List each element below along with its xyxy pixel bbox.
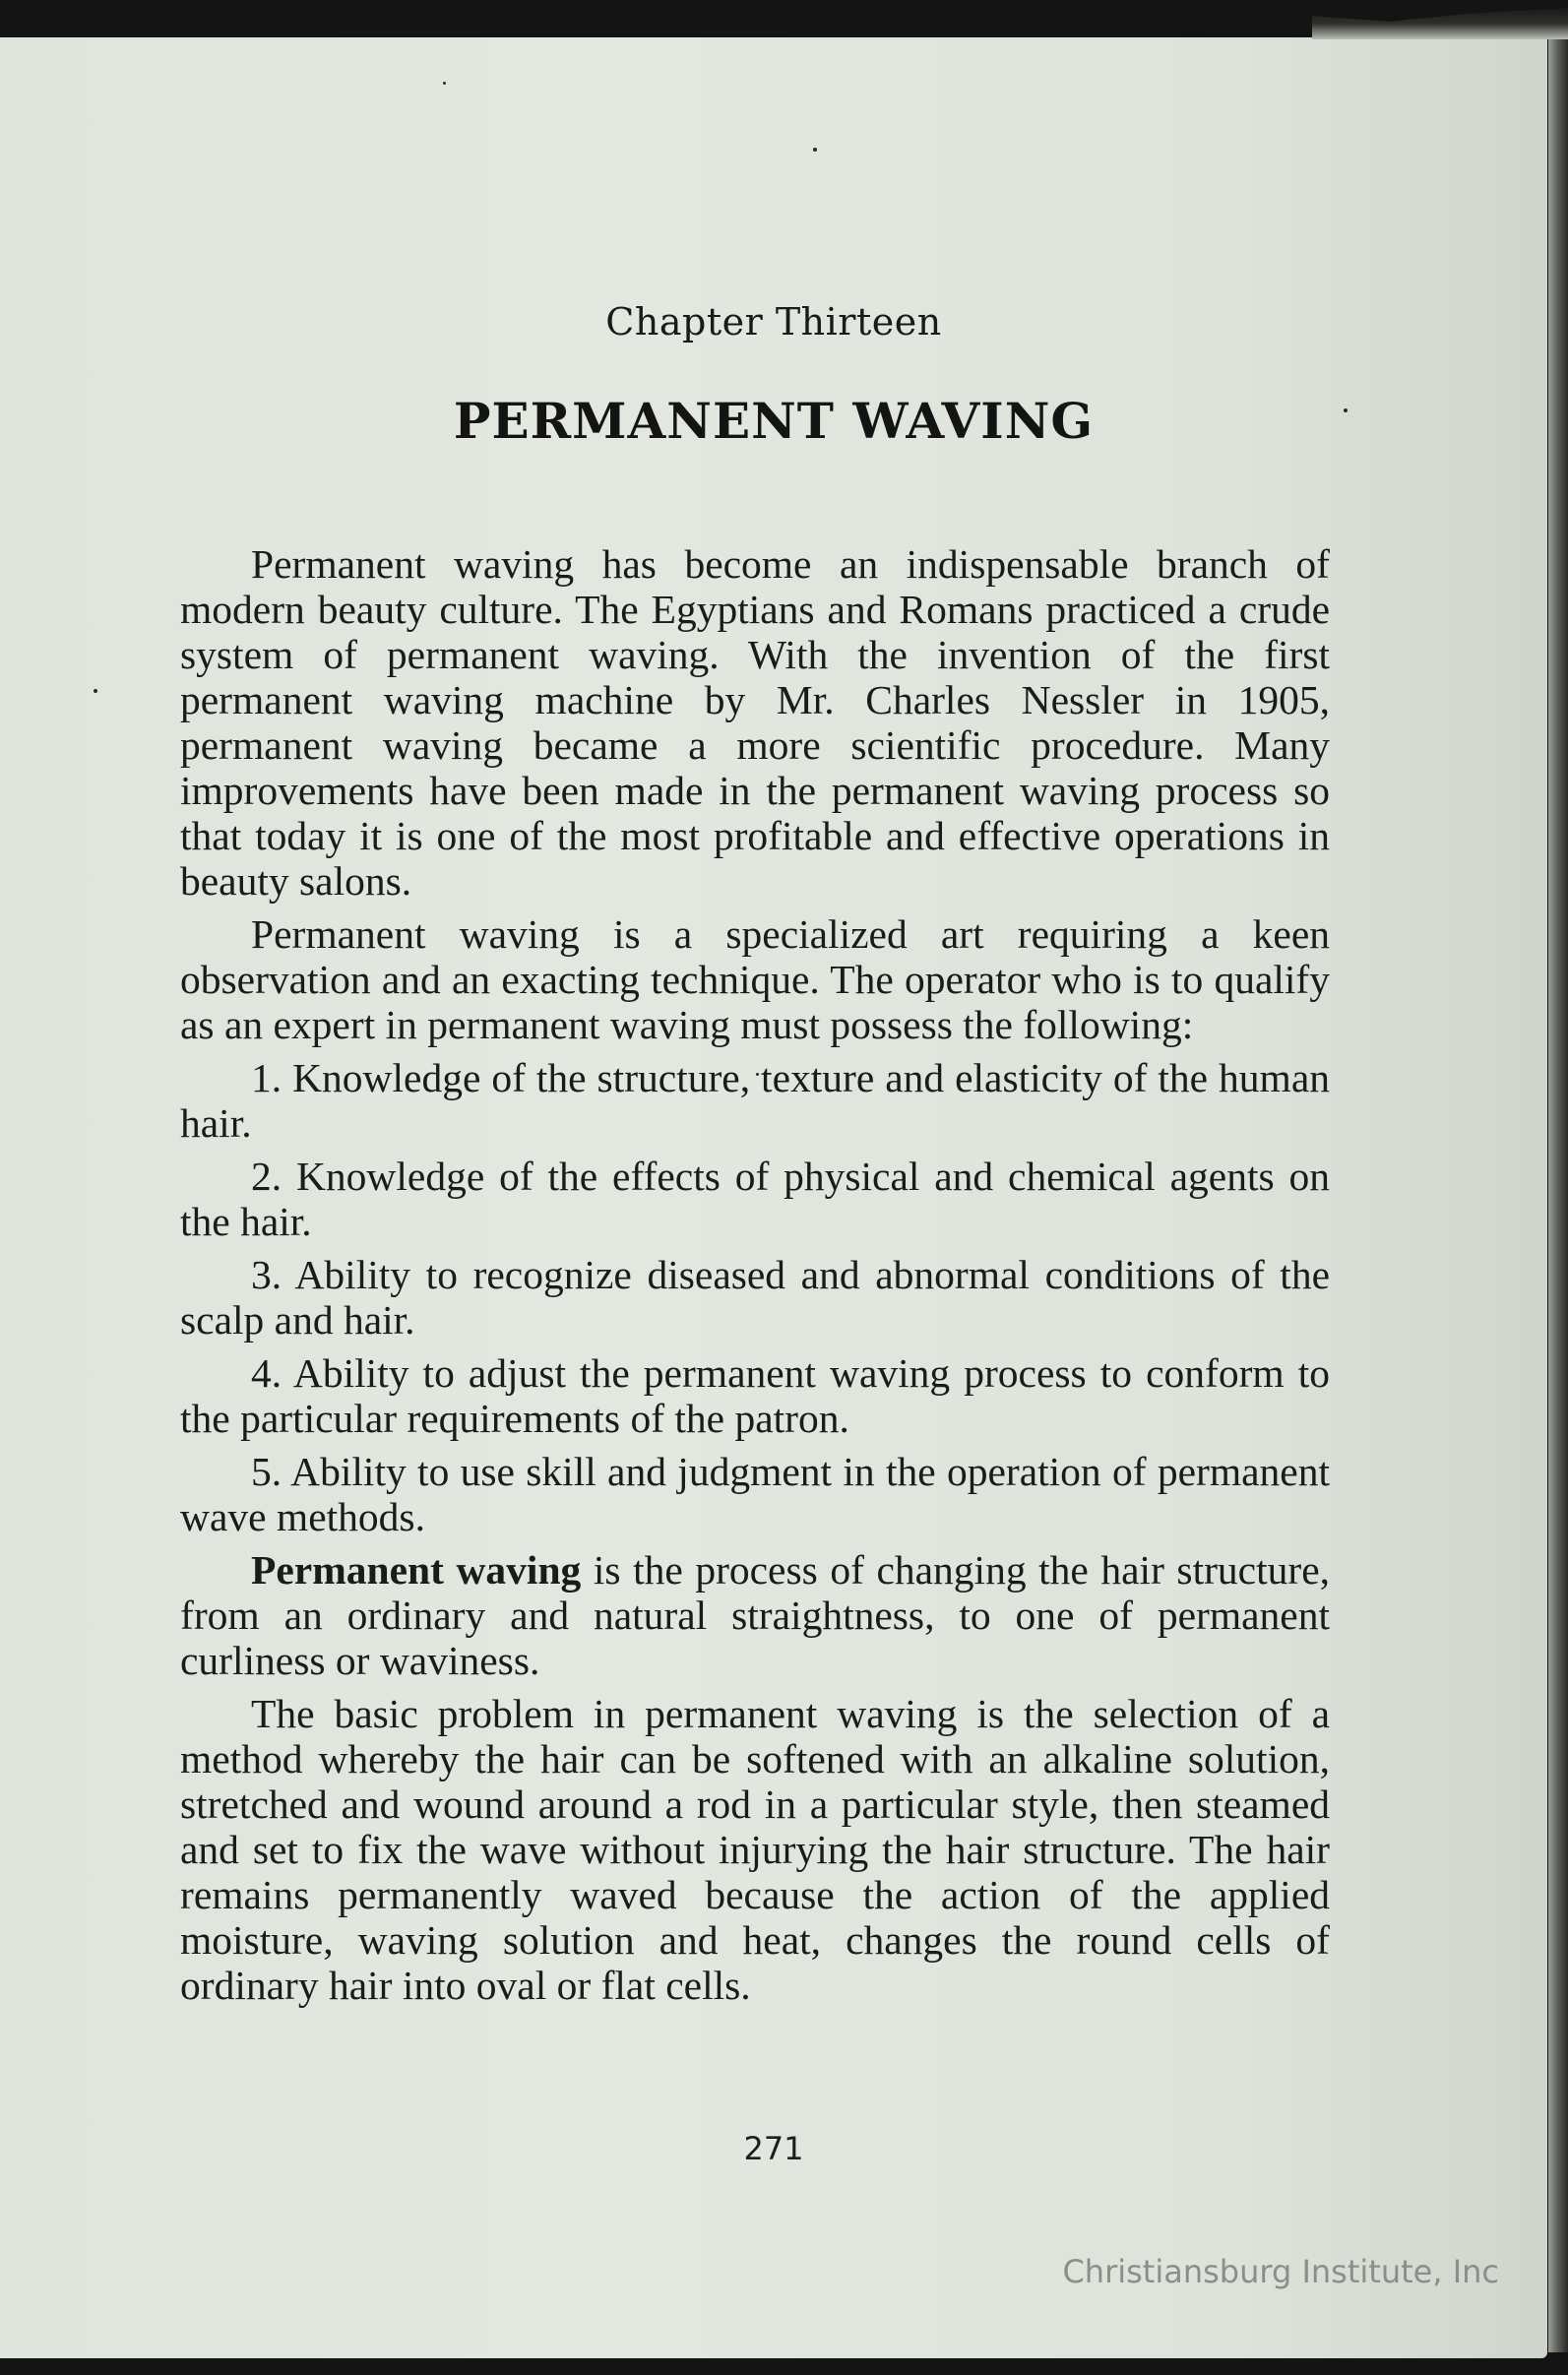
- list-item: 1. Knowledge of the structure, texture and elasticity of the human hair.: [180, 1055, 1330, 1146]
- torn-corner: [1312, 0, 1568, 39]
- paragraph-basic-problem: The basic problem in permanent waving is the selection of a method whereby the hair can be softened with an alkaline solution, stretched and wound around a rod in a particular style, then steamed and set to fix the wave without injurying the hair structure. The hair remains permanently waved because the action of the applied moisture, waving solution and heat, changes the round cells of ordinary hair into oval or flat cells.: [180, 1691, 1330, 2008]
- list-item: 5. Ability to use skill and judgment in the operation of permanent wave methods.: [180, 1449, 1330, 1539]
- definition-text: is the process of changing the hair structure, from an ordinary and natural straightness, to one of permanent curliness or waviness.: [180, 1547, 1330, 1683]
- list-item: 4. Ability to adjust the permanent waving process to conform to the particular requirements of the patron.: [180, 1350, 1330, 1441]
- watermark: Christiansburg Institute, Inc: [1062, 2253, 1499, 2290]
- paragraph-intro: Permanent waving has become an indispensable branch of modern beauty culture. The Egyptians and Romans practiced a crude system of permanent waving. With the invention of the first permanent waving machine by Mr. Charles Nessler in 1905, permanent waving became a more scientific procedure. Many improvements have been made in the permanent waving process so that today it is one of the most profitable and effective operations in beauty salons.: [180, 541, 1330, 904]
- page-edge: [1548, 10, 1568, 2352]
- paragraph-definition: [180, 1547, 1330, 1683]
- defined-term: Permanent waving: [251, 1547, 582, 1593]
- chapter-label: Chapter Thirteen: [605, 300, 942, 344]
- paragraph-qualifications: Permanent waving is a specialized art requiring a keen observation and an exacting technique. The operator who is to qualify as an expert in permanent waving must possess the following:: [180, 911, 1330, 1047]
- page-number: 271: [743, 2130, 804, 2167]
- body-text: [180, 541, 1330, 2016]
- list-item: 2. Knowledge of the effects of physical and chemical agents on the hair.: [180, 1154, 1330, 1244]
- speck: [94, 689, 97, 693]
- chapter-title: PERMANENT WAVING: [453, 392, 1095, 450]
- speck: [813, 148, 817, 152]
- speck: [443, 82, 446, 85]
- list-item: 3. Ability to recognize diseased and abnormal conditions of the scalp and hair.: [180, 1252, 1330, 1343]
